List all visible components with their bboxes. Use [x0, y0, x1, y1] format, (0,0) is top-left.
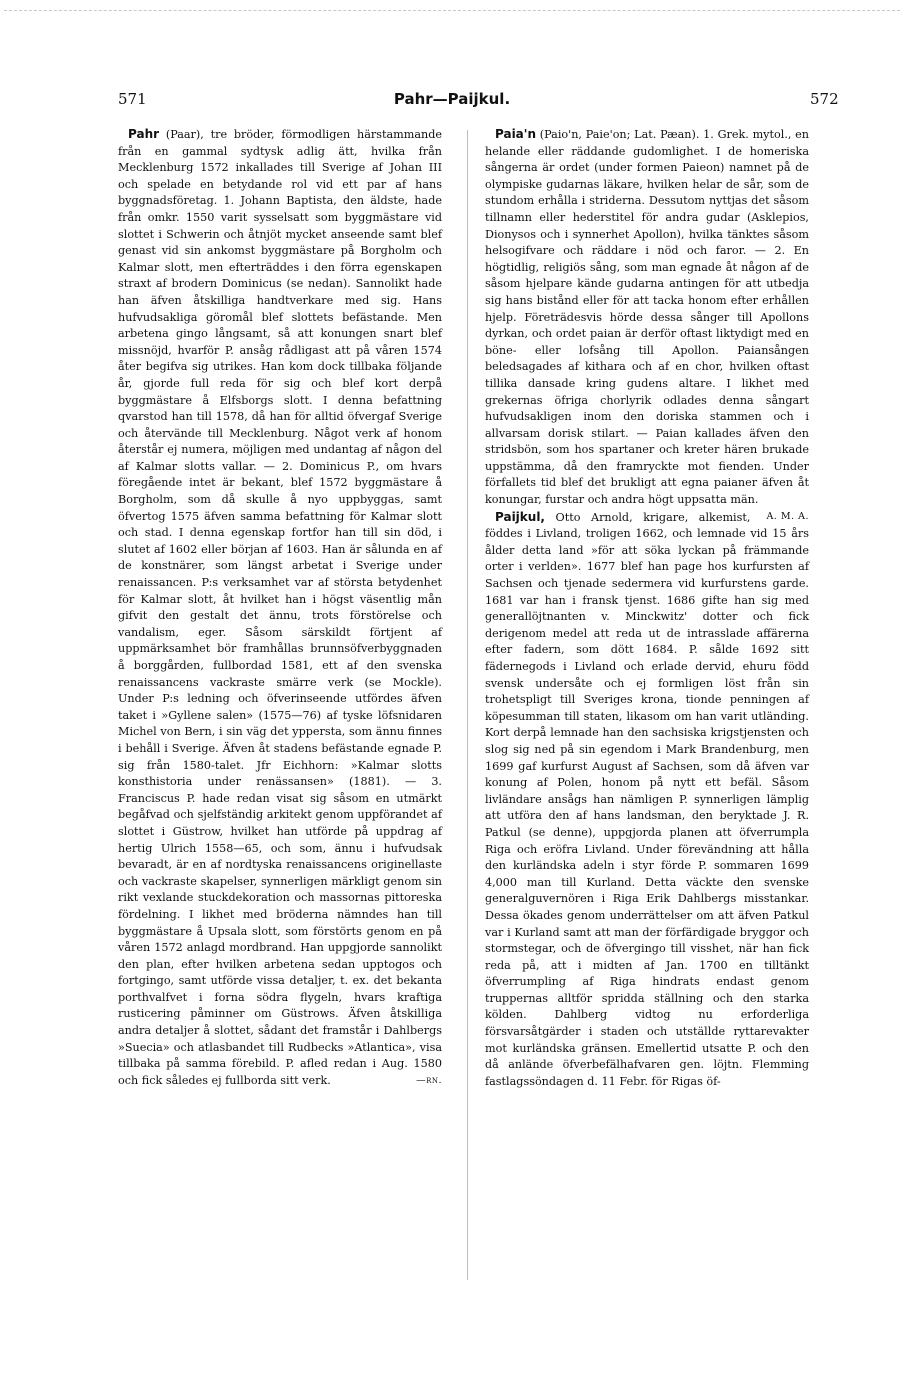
entry-paian-text: (Paio'n, Paie'on; Lat. Pæan). 1. Grek. mytol., en helande eller räddande gudomlighet. I de homeriska sångerna är ordet (under formen Paieon) namnet på de olympiske gudarnas läkare, hvilken helar de sår, som de stundom erhålla i striderna. Dessutom nyttjas det såsom tillnamn eller hederstitel för andra gudar (Asklepios, Dionysos och i synnerhet Apollon), hvilka tänktes såsom helsogifvare och räddare i nöd och faror. — 2. En högtidlig, religiös sång, som man egnade åt någon af de såsom hjelpare kände gudarna antingen för att utbedja sig hans bistånd eller för att tacka honom efter erhållen hjelp. Företrädesvis hörde dessa sånger till Apollons dyrkan, och ordet paian är derför oftast liktydigt med en böne- eller lofsång till Apollon. Paiansången beledsagades af kithara och af en chor, hvilken oftast tillika dansade kring gudens altare. I likhet med grekernas öfriga chorlyrik odlades denna sångart hufvudsakligen inom den doriska stammen och i allvarsam dorisk stilart. — Paian kallades äfven den stridsbön, som hos spartaner och kreter hären brukade uppstämma, då den framryckte mot fienden. Under förfallets tid blef det brukligt att egna paianer äfven åt konungar, furstar och andra högt uppsatta män.: [485, 128, 810, 507]
entry-pahr-text: (Paar), tre bröder, förmodligen härstammande från en gammal sydtysk adlig ätt, hvilka från Mecklenburg 1572 inkallades till Sverige af Johan III och spelade en betydande rol vid ett par af hans byggnadsföretag. 1. Johann Baptista, den äldste, hade från omkr. 1550 varit sysselsatt som byggmästare vid slottet i Schwerin och åtnjöt mycket anseende samt blef genast vid sin ankomst byggmästare på Borgholm och Kalmar slott, men efterträddes i den förra egenskapen straxt af brodern Dominicus (se nedan). Sannolikt hade han äfven åtskilliga handtverkare med sig. Hans hufvudsakliga göromål blef slottets befästande. Men arbetena gingo långsamt, så att konungen snart blef missnöjd, hvarför P. ansåg rådligast att på våren 1574 åter begifva sig utrikes. Han kom dock tillbaka följande år, gjorde full reda för sig och blef kort derpå byggmästare å Elfsborgs slott. I denna befattning qvarstod han till 1578, då han för alltid öfvergaf Sverige och återvände till Mecklenburg. Något verk af honom återstår ej numera, möjligen med undantag af någon del af Kalmar slotts vallar. — 2. Dominicus P., om hvars föregående intet är bekant, blef 1572 byggmästare å Borgholm, som då skulle å nyo uppbyggas, samt öfvertog 1575 äfven samma befattning för Kalmar slott och stad. I denna egenskap fortfor han till sin död, i slutet af 1602 eller början af 1603. Han är sålunda en af de konstnärer, som längst arbetat i Sverige under renaissancen. P:s verksamhet var af största betydenhet för Kalmar slott, åt hvilket han i högst väsentlig mån gifvit den gestalt det ännu, trots förstörelse och vandalism, eger. Såsom särskildt förtjent af uppmärksamhet bör framhållas brunnsöfverbyggnaden å borggården, fullbordad 1581, ett af den svenska renaissancens vackraste smärre verk (se Mockle). Under P:s ledning och öfverinseende utfördes äfven taket i »Gyllene salen» (1575—76) af tyske löfsnidaren Michel von Bern, i sin väg det yppersta, som ännu finnes i behåll i Sverige. Äfven åt stadens befästande egnade P. sig från 1580-talet. Jfr Eichhorn: »Kalmar slotts konsthistoria under renässansen» (1881). — 3. Franciscus P. hade redan visat sig såsom en utmärkt begåfvad och sjelfständig arkitekt genom uppförandet af slottet i Güstrow, hvilket han utförde på uppdrag af hertig Ulrich 1558—65, och som, ännu i hufvudsak bevaradt, är en af nordtyska renaissancens originellaste och vackraste skapelser, synnerligen märkligt genom sin rikt vexlande stuckdekoration och massornas pittoreska fördelning. I likhet med bröderna nämndes han till byggmästare å Upsala slott, som förstörts genom en på våren 1572 anlagd mordbrand. Han uppgjorde sannolikt den plan, efter hvilken arbetena sedan upptogos och fortgingo, samt utförde vissa detaljer, t. ex. det bekanta porthvalfvet i forna södra flygeln, hvars kraftiga rusticering påminner om Güstrows. Äfven åtskilliga andra detaljer å slottet, sådant det framstår i Dahlbergs »Suecia» och atlasbandet till Rudbecks »Atlantica», visa tillbaka på samma förebild. P. afled redan i Aug. 1580 och fick således ej fullborda sitt verk.: [118, 128, 443, 1087]
page-number-right: 572: [810, 90, 839, 108]
page-header: [0, 90, 904, 114]
entry-pahr: [118, 126, 442, 1089]
page-number-left: 571: [118, 90, 147, 108]
entry-paijkul: [485, 509, 809, 1091]
headword-paian: Paia'n: [495, 127, 536, 141]
entry-paijkul-text: Otto Arnold, krigare, alkemist, föddes i Livland, troligen 1662, och lemnade vid 15 års ålder detta land »för att söka lyckan på främmande orter i verlden». 1677 blef han page hos kurfursten af Sachsen och tjenade sedermera vid kurfurstens garde. 1681 var han i fransk tjenst. 1686 gifte han sig med generallöjtnanten v. Minckwitz' dotter och fick derigenom medel att reda ut de intrasslade affärerna efter fadern, som dött 1684. P. sålde 1692 sitt fädernegods i Livland och erlade dervid, ehuru född svensk undersåte och ej formligen löst från sin trohetspligt till Sveriges krona, tionde penningen af köpesumman till staten, likasom om han varit utländing. Kort derpå lemnade han den sachsiska krigstjensten och slog sig ned på sin egendom i Mark Brandenburg, men 1699 gaf kurfurst August af Sachsen, som då äfven var konung af Polen, honom på nytt ett befäl. Såsom livländare ansågs han nämligen P. synnerligen lämplig att utföra den af hans landsman, den beryktade J. R. Patkul (se denne), uppgjorda planen att öfverrumpla Riga och eröfra Livland. Under förevändning att hålla den kurländska adeln i styr förde P. sommaren 1699 4,000 man till Kurland. Detta väckte den svenske generalguvernören i Riga Erik Dahlbergs misstankar. Dessa ökades genom underrättelser om att äfven Patkul var i Kurland samt att man der förfärdigade bryggor och stormstegar, och de öfvergingo till visshet, när han fick reda på, att i midten af Jan. 1700 en tilltänkt öfverrumpling af Riga hindrats endast genom truppernas alltför spridda ställning och den starka kölden. Dahlberg vidtog nu erforderliga försvarsåtgärder i staden och utställde ryttarevakter mot kurländska gränsen. Emellertid utsatte P. och den då anlände öfverbefälhafvaren gen. löjtn. Flemming fastlagssöndagen d. 11 Febr. för Rigas öf-: [485, 510, 809, 1088]
top-dashed-rule: [4, 10, 900, 11]
headword-pahr: Pahr: [128, 127, 160, 141]
signature-paian: A. M. A.: [766, 510, 809, 522]
left-column: [118, 126, 442, 1089]
right-column: [485, 126, 809, 1090]
running-head: Pahr—Paijkul.: [393, 90, 511, 108]
signature-pahr: —rn.: [416, 1074, 442, 1086]
headword-paijkul: Paijkul,: [495, 509, 545, 524]
column-divider: [467, 130, 468, 1280]
